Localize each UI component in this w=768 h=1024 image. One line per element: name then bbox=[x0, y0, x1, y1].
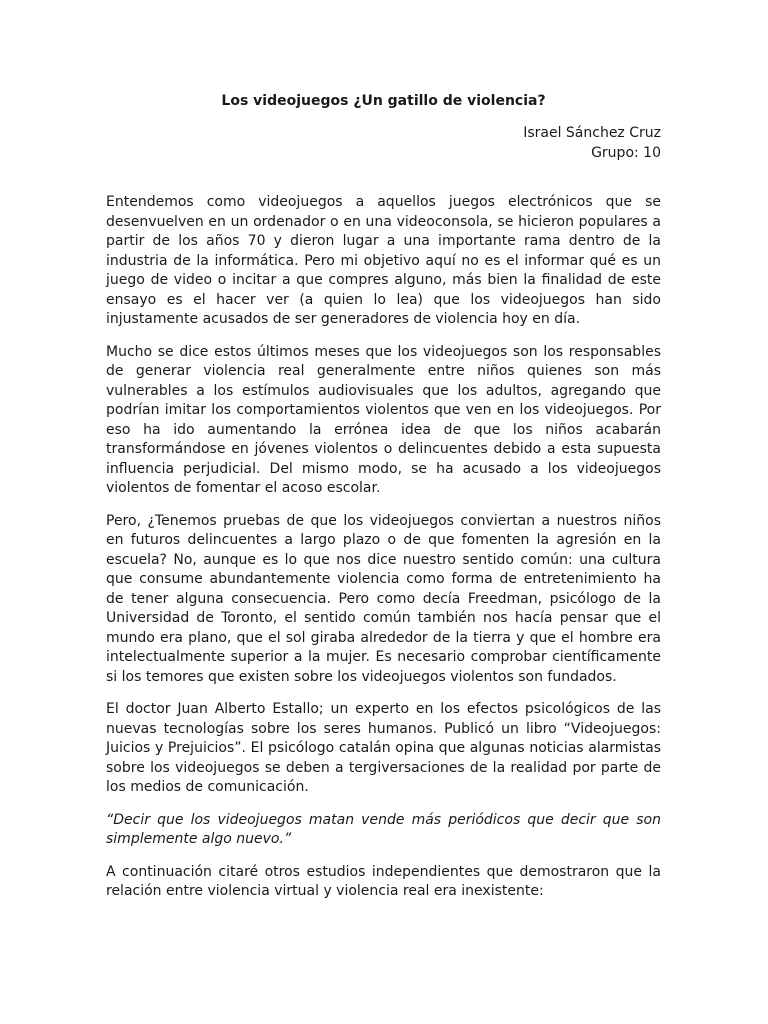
paragraph-4: El doctor Juan Alberto Estallo; un experto en los efectos psicológicos de las nuevas tecnologías sobre los seres humanos. Publicó un libro “Videojuegos: Juicios y Prejuicios”. El psicólogo catalán opina que algunas noticias alarmistas sobre los videojuegos se deben a tergiversaciones de la realidad por parte de los medios de comunicación. bbox=[106, 701, 661, 795]
paragraph-2: Mucho se dice estos últimos meses que los videojuegos son los responsables de generar violencia real generalmente entre niños quienes son más vulnerables a los estímulos audiovisuales que los adultos, agregando que podrían imitar los comportamientos violentos que ven en los videojuegos. Por eso ha ido aumentando la errónea idea de que los niños acabarán transformándose en jóvenes violentos o delincuentes debido a esta supuesta influencia perjudicial. Del mismo modo, se ha acusado a los videojuegos violentos de fomentar el acoso escolar. bbox=[106, 343, 661, 496]
author-block bbox=[106, 123, 661, 163]
closing-paragraph: A continuación citaré otros estudios independientes que demostraron que la relación entre violencia virtual y violencia real era inexistente: bbox=[106, 863, 661, 899]
document-title: Los videojuegos ¿Un gatillo de violencia? bbox=[221, 93, 546, 109]
document-page bbox=[106, 91, 661, 915]
paragraph-3: Pero, ¿Tenemos pruebas de que los videojuegos conviertan a nuestros niños en futuros delincuentes a largo plazo o de que fomenten la agresión en la escuela? No, aunque es lo que nos dice nuestro sentido común: una cultura que consume abundantemente violencia como forma de entretenimiento ha de tener alguna consecuencia. Pero como decía Freedman, psicólogo de la Universidad de Toronto, el sentido común también nos hacía pensar que el mundo era plano, que el sol giraba alrededor de la tierra y que el hombre era intelectualmente superior a la mujer. Es necesario comprobar científicamente si los temores que existen sobre los videojuegos violentos son fundados. bbox=[106, 512, 661, 685]
quote-paragraph: “Decir que los videojuegos matan vende más periódicos que decir que son simplemente algo nuevo.” bbox=[106, 811, 661, 847]
paragraph-1: Entendemos como videojuegos a aquellos juegos electrónicos que se desenvuelven en un ordenador o en una videoconsola, se hicieron populares a partir de los años 70 y dieron lugar a una importante rama dentro de la industria de la informática. Pero mi objetivo aquí no es el informar qué es un juego de video o incitar a que compres alguno, más bien la finalidad de este ensayo es el hacer ver (a quien lo lea) que los videojuegos han sido injustamente acusados de ser generadores de violencia hoy en día. bbox=[106, 194, 661, 327]
author-name: Israel Sánchez Cruz bbox=[523, 125, 661, 141]
group-label: Grupo: 10 bbox=[591, 145, 661, 161]
